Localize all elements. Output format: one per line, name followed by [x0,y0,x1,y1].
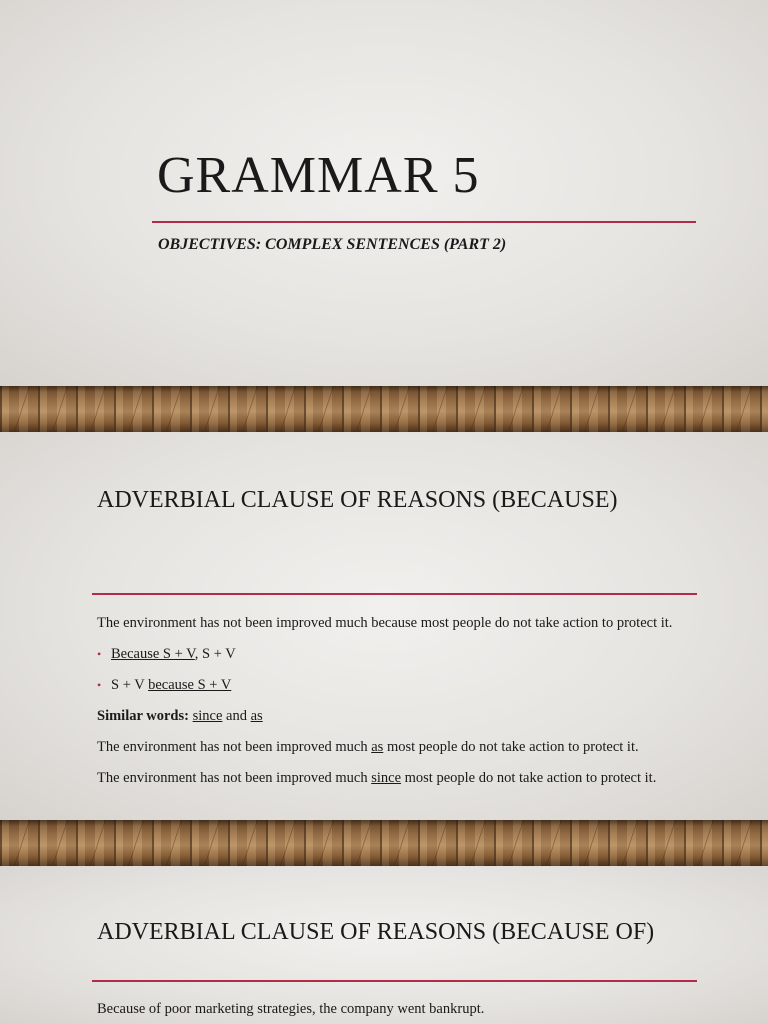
example-sentence-since [97,767,682,790]
sentence-end: most people do not take action to protect it. [401,770,657,786]
slide-title: GRAMMAR 5 [157,147,480,204]
pattern-underlined: Because S + V [111,646,195,662]
heading-divider [92,980,697,982]
similar-word-since: since [192,708,223,724]
bullet-icon: • [97,678,102,692]
bullet-icon: • [97,647,102,661]
similar-word-as: as [250,708,263,724]
similar-words [97,705,682,728]
slide-body [97,998,682,1024]
example-sentence: The environment has not been improved much because most people do not take action to protect it. [97,615,673,631]
wood-floor-strip [0,820,768,866]
heading-divider [92,593,697,595]
because-of-slide [0,866,768,1024]
slide-body [97,612,682,798]
slide-heading: ADVERBIAL CLAUSE OF REASONS (BECAUSE) [97,487,618,513]
slide-heading: ADVERBIAL CLAUSE OF REASONS (BECAUSE OF) [97,919,655,945]
pattern-rest: , S + V [194,646,236,662]
pattern-underlined: because S + V [148,677,232,693]
sentence-end: most people do not take action to protect it. [383,739,639,755]
wood-floor-strip [0,386,768,432]
keyword-since: since [371,770,402,786]
example-sentence: Because of poor marketing strategies, the company went bankrupt. [97,1001,485,1017]
conjunction: and [222,708,251,724]
sentence-start: The environment has not been improved much [97,739,372,755]
bullet-item [97,674,682,697]
bullet-item [97,643,682,666]
pattern-prefix: S + V [111,677,149,693]
example-sentence-as [97,736,682,759]
title-slide [0,0,768,386]
keyword-as: as [371,739,384,755]
because-slide [0,432,768,820]
slide-subtitle: OBJECTIVES: COMPLEX SENTENCES (PART 2) [158,236,507,253]
title-divider [152,221,696,223]
sentence-start: The environment has not been improved much [97,770,372,786]
similar-words-label: Similar words: [97,708,189,724]
